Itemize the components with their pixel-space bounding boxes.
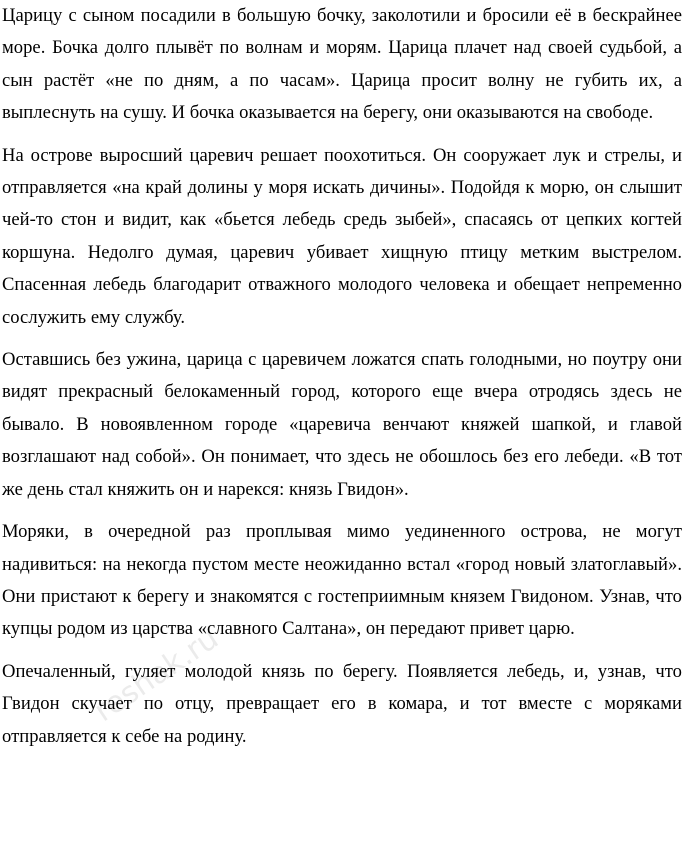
document-body [2, 0, 682, 763]
paragraph-mosquito-journey: Опечаленный, гуляет молодой князь по берегу. Появляется лебедь, и, узнав, что Гвидон скучает по отцу, превращает его в комара, и тот вместе с моряками отправляется к себе на родину. [2, 660, 682, 747]
paragraph-sailors-visit: Моряки, в очередной раз проплывая мимо уединенного острова, не могут надивиться: на некогда пустом месте неожиданно встал «город новый златоглавый». Они пристают к берегу и знакомятся с гостеприимным князем Гвидоном. Узнав, что купцы родом из царства «славного Салтана», он передают привет царю. [2, 521, 682, 640]
paragraph-barrel-at-sea: Царицу с сыном посадили в большую бочку, заколотили и бросили её в бескрайнее море. Бочка долго плывёт по волнам и морям. Царица плачет над своей судьбой, а сын растёт «не по дням, а по часам». Царица просит волну не губить их, а выплеснуть на сушу. И бочка оказывается на берегу, они оказываются на свободе. [2, 5, 682, 124]
paragraph-swan-rescue: На острове выросший царевич решает поохотиться. Он сооружает лук и стрелы, и отправляется «на край долины у моря искать дичины». Подойдя к морю, он слышит чей-то стон и видит, как «бьется лебедь средь зыбей», спасаясь от цепких когтей коршуна. Недолго думая, царевич убивает хищную птицу метким выстрелом. Спасенная лебедь благодарит отважного молодого человека и обещает непременно сослужить ему службу. [2, 144, 682, 328]
watermark-logo: reshak.ru [88, 620, 225, 730]
paragraph-city-appears: Оставшись без ужина, царица с царевичем ложатся спать голодными, но поутру они видят прекрасный белокаменный город, которого еще вчера отродясь здесь не бывало. В новоявленном городе «царевича венчают княжей шапкой, и главой возглашают над собой». Он понимает, что здесь не обошлось без его лебеди. «В тот же день стал княжить он и нарекся: князь Гвидон». [2, 349, 682, 500]
